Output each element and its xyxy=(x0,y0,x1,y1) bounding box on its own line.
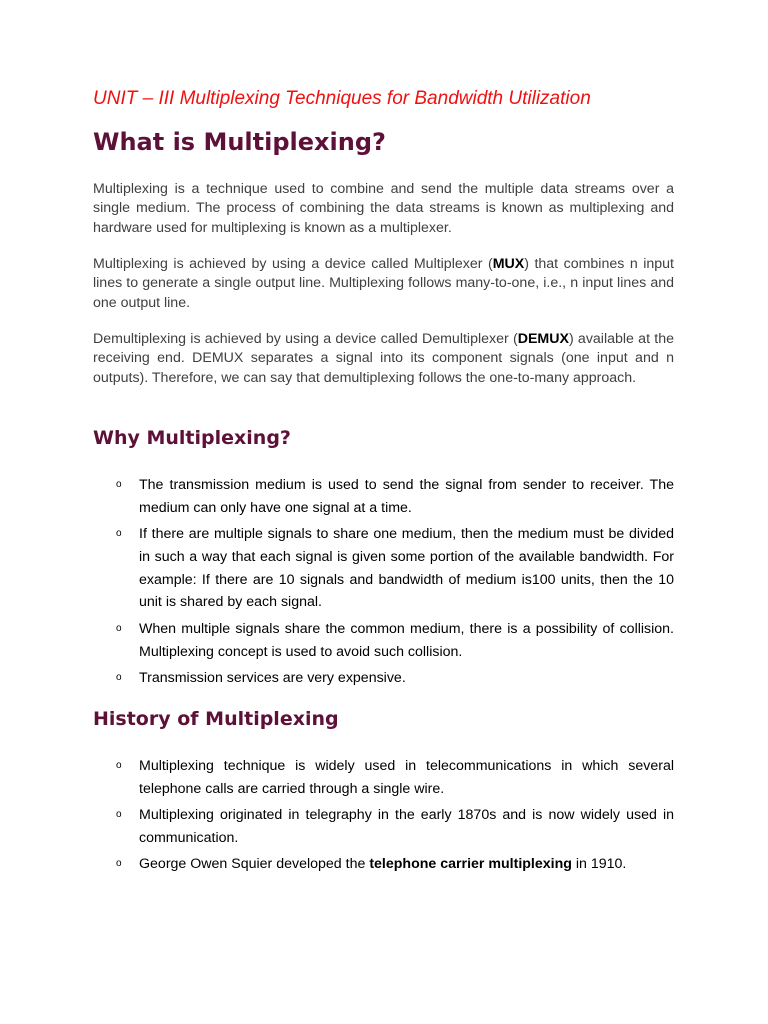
list-item-text-a: George Owen Squier developed the xyxy=(139,856,370,873)
list-item xyxy=(0,523,674,614)
list-item-text: When multiple signals share the common medium, there is a possibility of collision. Multiplexing concept is used to avoid such collision. xyxy=(139,620,674,660)
intro-paragraph-3 xyxy=(93,330,674,388)
list-item xyxy=(0,755,674,801)
telephone-carrier-term: telephone carrier multiplexing xyxy=(369,856,572,873)
list-item-text: Multiplexing originated in telegraphy in the early 1870s and is now widely used in communication. xyxy=(139,807,674,846)
list-item-text: The transmission medium is used to send the signal from sender to receiver. The medium can only have one signal at a time. xyxy=(139,477,674,516)
history-list xyxy=(0,755,674,879)
intro-p2-text-a: Multiplexing is achieved by using a device called Multiplexer ( xyxy=(93,256,493,272)
unit-title: UNIT – III Multiplexing Techniques for Bandwidth Utilization xyxy=(93,88,591,109)
intro-p2-text-b: ) that combines n input lines to generate a single output line. Multiplexing follows many-to-one, i.e., n input lines and one output line. xyxy=(93,256,674,311)
list-item-text-b: in 1910. xyxy=(571,856,627,873)
why-list xyxy=(0,474,674,693)
intro-p3-text-b: ) available at the receiving end. DEMUX separates a signal into its component signals (one input and n outputs). Therefore, we can say that demultiplexing follows the one-to-many approach. xyxy=(93,331,674,386)
intro-p3-text-a: Demultiplexing is achieved by using a device called Demultiplexer ( xyxy=(93,331,518,347)
list-item xyxy=(0,618,674,664)
list-item xyxy=(0,667,674,690)
list-item-text: If there are multiple signals to share one medium, then the medium must be divided in such a way that each signal is given some portion of the available bandwidth. For example: If there are 10 signals and bandwidth of medium is100 units, then the 10 unit is shared by each signal. xyxy=(139,526,674,611)
intro-paragraph-2 xyxy=(93,255,674,313)
demux-term: DEMUX xyxy=(517,331,569,347)
bullet-marker: o xyxy=(116,809,122,821)
intro-paragraph-1: Multiplexing is a technique used to combine and send the multiple data streams over a single medium. The process of combining the data streams is known as multiplexing and hardware used for multiplexing is known as a multiplexer. xyxy=(93,181,674,236)
list-item-text: Transmission services are very expensive. xyxy=(139,669,406,686)
list-item xyxy=(0,804,674,850)
list-item xyxy=(0,474,674,520)
bullet-marker: o xyxy=(116,479,122,490)
mux-term: MUX xyxy=(492,256,525,272)
heading-why-multiplexing: Why Multiplexing? xyxy=(93,427,291,449)
list-item-text: Multiplexing technique is widely used in telecommunications in which several telephone calls are carried through a single wire. xyxy=(139,758,674,797)
list-item xyxy=(0,853,674,876)
heading-what-is-multiplexing: What is Multiplexing? xyxy=(93,128,386,156)
bullet-marker: o xyxy=(116,622,122,634)
bullet-marker: o xyxy=(116,760,122,771)
bullet-marker: o xyxy=(116,528,122,540)
heading-history-of-multiplexing: History of Multiplexing xyxy=(93,708,339,730)
bullet-marker: o xyxy=(116,671,122,683)
bullet-marker: o xyxy=(116,858,122,870)
